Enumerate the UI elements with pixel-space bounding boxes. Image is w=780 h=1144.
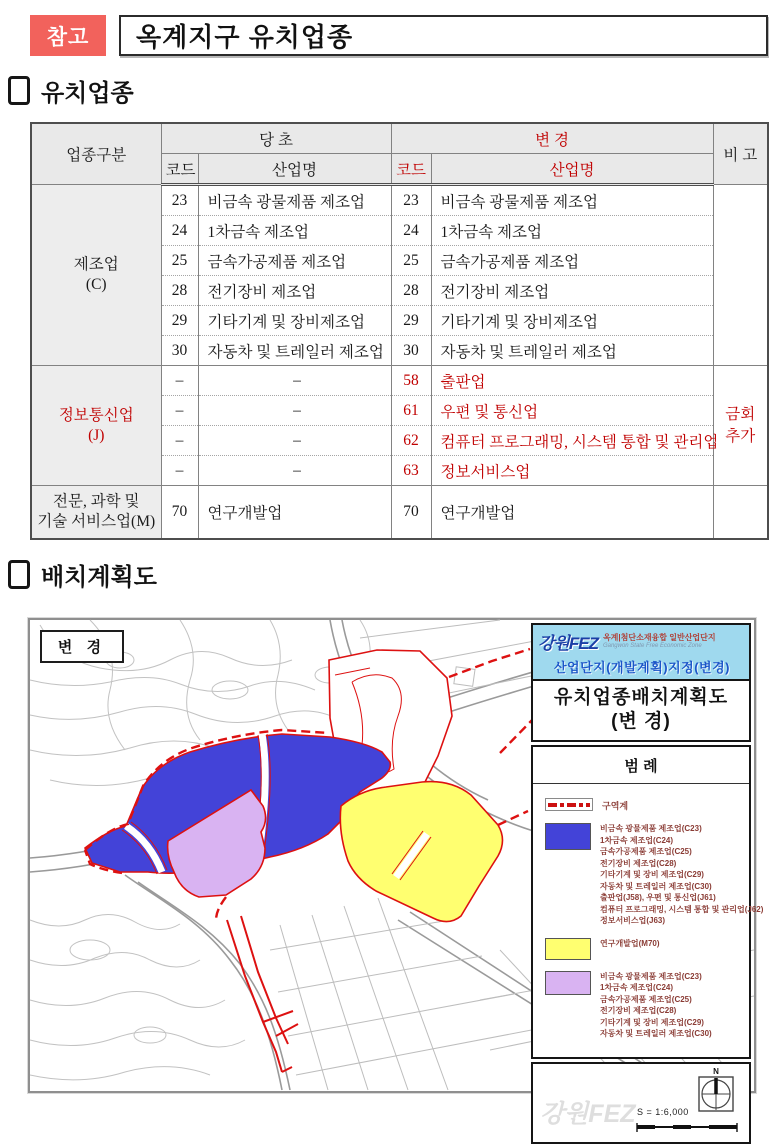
gangwon-fez-logo: 강원FEZ xyxy=(538,634,598,653)
table-row: 29 기타기계 및 장비제조업 29 기타기계 및 장비제조업 xyxy=(31,306,768,336)
col-header-after: 변 경 xyxy=(391,123,713,154)
panel-title-box xyxy=(531,623,751,742)
map-scale: S = 1:6,000 xyxy=(637,1107,739,1137)
yellow-swatch-icon xyxy=(545,938,591,960)
layout-plan-map xyxy=(28,618,764,1128)
col-header-code-before: 코드 xyxy=(161,154,198,185)
fez-watermark: 강원FEZ xyxy=(540,1099,636,1128)
map-info-panel xyxy=(531,623,764,1128)
note-cell-manufacturing xyxy=(713,185,768,366)
table-row: 28 전기장비 제조업 28 전기장비 제조업 xyxy=(31,276,768,306)
map-change-label: 변 경 xyxy=(40,630,124,663)
page-title: 옥계지구 유치업종 xyxy=(119,15,768,56)
site-name-label: 옥계|첨단소재융합 일반산업단지 xyxy=(602,632,716,642)
col-header-note: 비 고 xyxy=(713,123,768,185)
table-row: – – 61 우편 및 통신업 xyxy=(31,396,768,426)
table-row: – – 62 컴퓨터 프로그래밍, 시스템 통합 및 관리업 xyxy=(31,426,768,456)
section-label: 유치업종 xyxy=(41,80,134,107)
group-cell-manufacturing: 제조업 (C) xyxy=(31,185,161,366)
fez-english-label: Gangwon State Free Economic Zone xyxy=(602,642,702,649)
section-label: 배치계획도 xyxy=(41,564,157,591)
boundary-line-icon xyxy=(545,798,593,811)
legend-item-purple: 비금속 광물제품 제조업(C23) 1차금속 제조업(C24) 금속가공제품 제조업(C25) 전기장비 제조업(C28) 기타기계 및 장비 제조업(C29) 자동차 및 트레일러 제조업(C30) xyxy=(545,971,743,1040)
scale-bar-icon xyxy=(637,1123,737,1132)
group-cell-ict: 정보통신업 (J) xyxy=(31,366,161,486)
note-cell-rnd xyxy=(713,486,768,540)
table-row: 정보통신업 (J) – – 58 출판업 금회 추가 xyxy=(31,366,768,396)
table-row: 25 금속가공제품 제조업 25 금속가공제품 제조업 xyxy=(31,246,768,276)
panel-header-subtitle: 산업단지(개발계획)지정(변경) xyxy=(553,660,730,675)
map-footer-box xyxy=(531,1062,751,1144)
square-bullet-icon xyxy=(8,76,30,105)
table-row: 전문, 과학 및 기술 서비스업(M) 70 연구개발업 70 연구개발업 xyxy=(31,486,768,540)
reference-badge: 참고 xyxy=(30,15,106,56)
col-header-name-after: 산업명 xyxy=(431,154,713,185)
zoning-areas xyxy=(85,650,503,922)
panel-header xyxy=(533,625,749,681)
purple-swatch-icon xyxy=(545,971,591,995)
zone-rnd-yellow xyxy=(340,782,502,922)
table-row: 30 자동차 및 트레일러 제조업 30 자동차 및 트레일러 제조업 xyxy=(31,336,768,366)
industries-table xyxy=(30,122,769,540)
table-row: 24 1차금속 제조업 24 1차금속 제조업 xyxy=(31,216,768,246)
col-header-before: 당 초 xyxy=(161,123,391,154)
compass-icon: N xyxy=(696,1067,736,1117)
map-title: 유치업종배치계획도 (변 경) xyxy=(553,687,729,732)
table-row: – – 63 정보서비스업 xyxy=(31,456,768,486)
square-bullet-icon xyxy=(8,560,30,589)
section-heading-layout-plan xyxy=(8,557,780,592)
col-header-code-after: 코드 xyxy=(391,154,431,185)
legend-item-yellow: 연구개발업(M70) xyxy=(545,938,743,960)
col-header-name-before: 산업명 xyxy=(198,154,391,185)
legend-box xyxy=(531,745,764,1059)
legend-item-blue: 비금속 광물제품 제조업(C23) 1차금속 제조업(C24) 금속가공제품 제조업(C25) 전기장비 제조업(C28) 기타기계 및 장비 제조업(C29) 자동차 및 트레일러 제조업(C30) 출판업(J58), 우편 및 통신업(J61) 컴퓨터 프로그래밍, 시스템 통합 및 관리업(J62) 정보서비스업(J63) xyxy=(545,823,743,927)
table-row: 제조업 (C) 23 비금속 광물제품 제조업 23 비금속 광물제품 제조업 xyxy=(31,185,768,216)
blue-swatch-icon xyxy=(545,823,591,850)
legend-item-boundary: 구역계 xyxy=(545,798,743,812)
col-header-category: 업종구분 xyxy=(31,123,161,185)
group-cell-rnd: 전문, 과학 및 기술 서비스업(M) xyxy=(31,486,161,540)
red-access-road xyxy=(227,916,298,1072)
legend-title: 범 례 xyxy=(533,747,749,784)
document-header xyxy=(0,0,780,56)
section-heading-industries xyxy=(8,73,780,108)
note-cell-ict: 금회 추가 xyxy=(713,366,768,486)
